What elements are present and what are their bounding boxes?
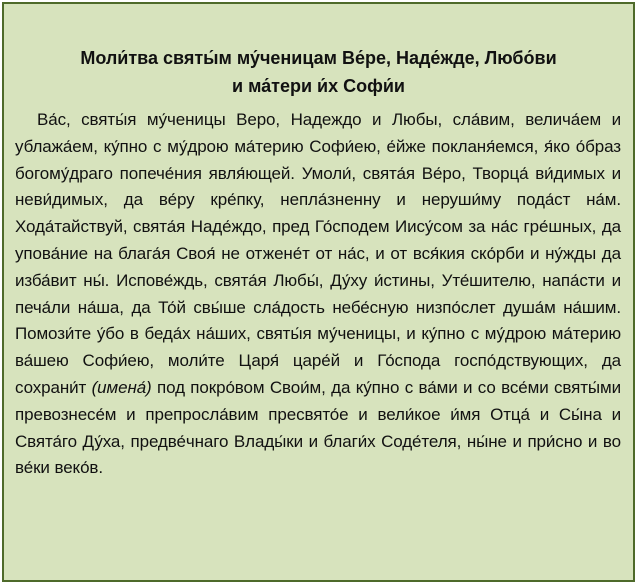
prayer-card [2, 2, 635, 582]
prayer-body-text: Ва́с, святы́я му́ченицы Веро, Надеждо и Любы, сла́вим, велича́ем и ублажа́ем, ку́пно с му́дрою ма́терию Софи́ею, е́йже покланя́емся, я́ко о́браз богому́драго попече́ния явля́ющей. Умоли́, свята́я Ве́ро, Творца́ ви́димых и неви́димых, да ве́ру кре́пку, непла́зненну и неруши́му пода́ст на́м. Хода́тайствуй, свята́я Наде́ждо, пред Го́сподем Иису́сом за на́с гре́шных, да упова́ние на блага́я Своя́ не отжене́т от на́с, и от вся́кия ско́рби и ну́жды да изба́вит ны́. Испове́ждь, свята́я Любы́, Ду́ху и́стины, Уте́шителю, напа́сти и печа́ли на́ша, да То́й свы́ше сла́дость небе́сную низпо́слет душа́м на́шим. Помози́те у́бо в беда́х на́ших, святы́я му́ченицы, и ку́пно с му́дрою ма́терию ва́шею Софи́ею, моли́те Царя́ царе́й и Го́спода госпо́дствующих, да сохрани́т [15, 110, 621, 397]
prayer-body [15, 107, 621, 482]
names-placeholder: (имена́) [91, 377, 152, 397]
prayer-title-line-2: и ма́тери и́х Софи́и [232, 76, 405, 96]
prayer-title [14, 44, 623, 100]
prayer-body-text-end: под покро́вом Свои́м, да ку́пно с ва́ми и со все́ми святы́ми превознесе́м и препросла́вим пресвято́е и вели́кое и́мя Отца́ и Сы́на и Свята́го Ду́ха, предве́чнаго Влады́ки и благи́х Соде́теля, ны́не и при́сно и во ве́ки веко́в. [15, 377, 622, 478]
prayer-title-line-1: Моли́тва святы́м му́ченицам Ве́ре, Наде́жде, Любо́ви [80, 48, 557, 68]
